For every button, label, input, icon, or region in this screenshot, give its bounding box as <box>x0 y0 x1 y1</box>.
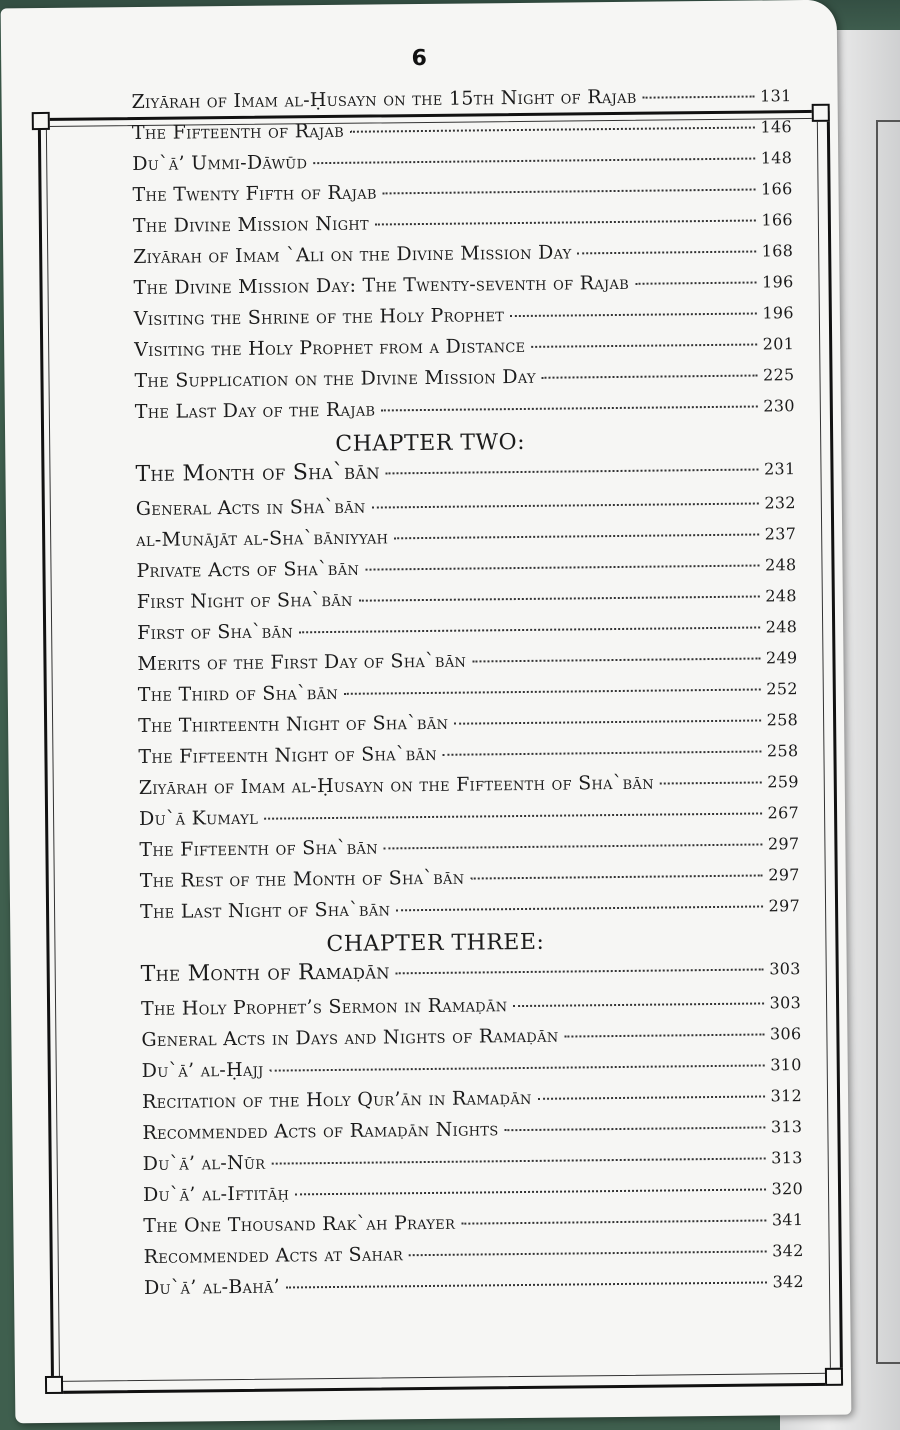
toc-entry-title: Merits of the First Day of Sha`bān <box>137 649 467 676</box>
toc-entry-title: Private Acts of Sha`bān <box>136 557 360 583</box>
toc-entry-page: 341 <box>771 1210 804 1230</box>
adjacent-book-frame <box>876 120 900 1364</box>
chapter-title: The Month of Sha`bān <box>135 459 381 488</box>
toc-entry-title: The Holy Prophet’s Sermon in Ramaḍān <box>140 994 508 1020</box>
toc-entry-page: 196 <box>761 272 794 292</box>
toc-group-chapter-two <box>135 425 800 932</box>
toc-entry-title: The Thirteenth Night of Sha`bān <box>138 711 449 738</box>
toc-entry-page: 237 <box>764 524 797 544</box>
toc-entry-title: Recommended Acts at Sahar <box>143 1243 404 1268</box>
leader-dots <box>271 1157 765 1164</box>
toc-entry-page: 259 <box>767 772 799 792</box>
toc-entry-page: 249 <box>765 648 798 668</box>
toc-entry-title: The Third of Sha`bān <box>137 681 339 707</box>
toc-entry-title: The Rest of the Month of Sha`bān <box>139 866 465 893</box>
toc-entry-page: 148 <box>760 148 793 168</box>
toc-entry-page: 303 <box>769 993 802 1013</box>
leader-dots <box>386 469 758 475</box>
chapter-heading: CHAPTER THREE: <box>326 929 545 958</box>
toc-entry-title: The Last Night of Sha`bān <box>139 898 391 924</box>
leader-dots <box>359 596 760 602</box>
toc-entry-title: The Divine Mission Night <box>132 212 370 238</box>
leader-dots <box>461 1219 766 1224</box>
toc-entry-title: Du`ā’ al-Ḥajj <box>141 1058 264 1082</box>
leader-dots <box>396 905 762 911</box>
toc-entry-page: 196 <box>762 303 794 323</box>
toc-entry-title: Ziyārah of Imam `Ali on the Divine Mission Day <box>133 241 572 269</box>
leader-dots <box>542 375 757 379</box>
toc-entry-page: 252 <box>766 679 798 699</box>
frame-corner-ornament <box>45 1376 63 1394</box>
toc-entry-page: 342 <box>772 1272 805 1292</box>
toc-entry-page: 312 <box>770 1086 803 1106</box>
leader-dots <box>531 344 756 348</box>
leader-dots <box>660 781 761 784</box>
toc-entry-title: Recitation of the Holy Qur’ān in Ramaḍān <box>141 1086 532 1113</box>
toc-entry-title: The Supplication on the Divine Mission Day <box>134 365 536 393</box>
chapter-heading: CHAPTER TWO: <box>335 429 526 457</box>
toc-entry-page: 297 <box>768 896 801 916</box>
leader-dots <box>470 874 762 879</box>
toc-entry-title: Du`ā’ al-Nūr <box>142 1151 266 1175</box>
toc-entry-page: 225 <box>762 365 795 385</box>
leader-dots <box>372 503 759 509</box>
toc-entry-page: 248 <box>765 617 798 637</box>
toc-entry-page: 168 <box>761 241 794 261</box>
toc-entry-page: 313 <box>770 1117 803 1137</box>
leader-dots <box>578 251 756 255</box>
leader-dots <box>286 1281 767 1288</box>
toc-entry-title: Du`ā’ al-Bahā’ <box>143 1275 281 1299</box>
page-number: 6 <box>411 45 427 72</box>
toc-entry-page: 258 <box>766 741 799 761</box>
toc-entry-page: 303 <box>769 959 801 979</box>
leader-dots <box>384 843 762 849</box>
leader-dots <box>375 220 755 226</box>
toc-entry-title: The Last Day of the Rajab <box>134 398 376 424</box>
toc-entry-page: 166 <box>760 179 793 199</box>
leader-dots <box>510 313 756 318</box>
frame-corner-ornament <box>825 1368 843 1386</box>
toc-entry-title: Du`ā’ Ummi-Dāwūd <box>132 151 308 176</box>
toc-group-rajab <box>131 84 795 432</box>
toc-entry-title: Recommended Acts of Ramaḍān Nights <box>142 1118 499 1144</box>
toc-entry-page: 230 <box>763 396 795 416</box>
leader-dots <box>396 968 764 974</box>
frame-corner-ornament <box>32 112 50 130</box>
leader-dots <box>270 1064 765 1071</box>
toc-entry-page: 320 <box>771 1179 804 1199</box>
leader-dots <box>295 1188 765 1195</box>
leader-dots <box>299 627 760 634</box>
leader-dots <box>635 282 756 285</box>
toc-entry-title: al-Munājāt al-Sha`bāniyyah <box>136 526 389 552</box>
toc-entry-page: 297 <box>767 834 800 854</box>
leader-dots <box>313 158 755 165</box>
leader-dots <box>443 750 761 755</box>
toc-entry-title: Visiting the Shrine of the Holy Prophet <box>133 304 505 331</box>
toc-entry-page: 267 <box>767 803 800 823</box>
toc-entry-title: Ziyārah of Imam al-Ḥusayn on the Fifteenth of Sha`bān <box>138 771 654 800</box>
toc-entry-page: 201 <box>762 334 795 354</box>
toc-entry-title: Du`ā’ al-Iftitāḥ <box>142 1182 290 1206</box>
leader-dots <box>344 688 760 694</box>
leader-dots <box>365 565 759 571</box>
toc-entry-page: 313 <box>771 1148 803 1168</box>
leader-dots <box>264 812 762 819</box>
leader-dots <box>643 96 754 99</box>
leader-dots <box>538 1095 765 1099</box>
toc-entry-title: Du`ā Kumayl <box>138 806 259 831</box>
toc-entry-page: 342 <box>772 1241 804 1261</box>
toc-entry-page: 131 <box>760 86 792 106</box>
toc-entry-title: The Fifteenth of Sha`bān <box>139 836 378 862</box>
toc-entry-title: First of Sha`bān <box>137 620 294 645</box>
toc-entry-title: Visiting the Holy Prophet from a Distance <box>134 334 526 362</box>
toc-entry-page: 297 <box>768 865 800 885</box>
toc-entry-title: The Fifteenth of Rajab <box>131 119 345 145</box>
leader-dots <box>383 189 755 195</box>
book-page <box>1 0 852 1423</box>
toc-entry-title: General Acts in Days and Nights of Ramaḍān <box>141 1024 559 1051</box>
toc-entry-page: 248 <box>764 555 797 575</box>
toc-group-chapter-three <box>140 925 804 1308</box>
toc-entry-page: 248 <box>765 586 797 606</box>
frame-corner-ornament <box>812 104 830 122</box>
toc-entry-page: 166 <box>761 210 793 230</box>
toc-entry-page: 258 <box>766 710 799 730</box>
leader-dots <box>409 1250 766 1256</box>
leader-dots <box>472 657 760 662</box>
chapter-title: The Month of Ramaḍān <box>140 959 390 988</box>
leader-dots <box>513 1002 763 1007</box>
toc-entry-title: The Fifteenth Night of Sha`bān <box>138 742 437 769</box>
table-of-contents <box>131 84 804 1308</box>
toc-entry-title: First Night of Sha`bān <box>136 588 353 614</box>
leader-dots <box>454 719 760 724</box>
toc-entry-page: 146 <box>760 117 792 137</box>
toc-entry-page: 231 <box>763 459 796 479</box>
toc-entry-title: The Divine Mission Day: The Twenty-seventh of Rajab <box>133 271 630 300</box>
toc-entry-page: 310 <box>770 1055 802 1075</box>
leader-dots <box>350 127 754 133</box>
toc-entry-page: 232 <box>764 493 796 513</box>
toc-entry-title: Ziyārah of Imam al-Ḥusayn on the 15th Night of Rajab <box>131 85 637 114</box>
leader-dots <box>381 406 757 412</box>
toc-entry-title: The Twenty Fifth of Rajab <box>132 181 377 207</box>
leader-dots <box>505 1126 765 1131</box>
toc-entry-title: The One Thousand Rak`ah Prayer <box>143 1211 456 1237</box>
leader-dots <box>394 534 759 540</box>
toc-entry-page: 306 <box>769 1024 802 1044</box>
leader-dots <box>564 1033 763 1037</box>
toc-entry-title: General Acts in Sha`bān <box>135 495 366 521</box>
